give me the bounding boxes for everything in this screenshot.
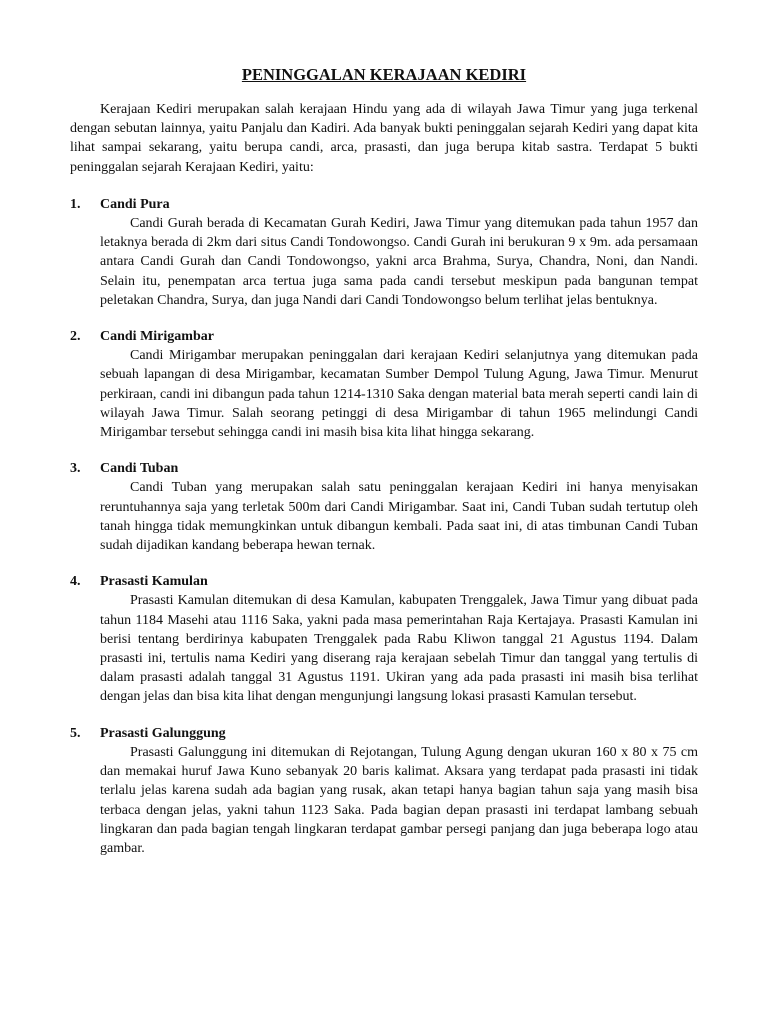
section-title: Prasasti Kamulan <box>100 574 208 590</box>
section-prasasti-galunggung <box>70 724 698 858</box>
section-number: 5. <box>70 725 81 741</box>
section-heading <box>70 195 698 214</box>
section-heading <box>70 572 698 591</box>
section-number: 3. <box>70 461 81 477</box>
section-body: Candi Gurah berada di Kecamatan Gurah Kediri, Jawa Timur yang ditemukan pada tahun 1957 dan letaknya berada di 2km dari situs Candi Tondowongso. Candi Gurah ini berukuran 9 x 9m. ada persamaan antara Candi Gurah dan Candi Tondowongso, yakni arca Brahma, Surya, Chandra, Noni, dan Nandi. Selain itu, penempatan arca tertua juga sama pada candi tersebut meskipun pada bangunan tempat peletakan Chandra, Surya, dan juga Nandi dari Candi Tondowongso belum terlihat jelas bentuknya. <box>100 216 698 308</box>
section-body: Prasasti Galunggung ini ditemukan di Rejotangan, Tulung Agung dengan ukuran 160 x 80 x 75 cm dan memakai huruf Jawa Kuno sebanyak 20 baris kalimat. Aksara yang terdapat pada prasasti ini tidak terlalu jelas karena sudah ada bagian yang rusak, akan tetapi hanya bagian tahun saja yang masih bisa terbaca dengan jelas, yakni tahun 1123 Saka. Pada bagian depan prasasti ini terdapat lambang sebuah lingkaran dan pada bagian tengah lingkaran terdapat gambar persegi panjang dan juga beberapa logo atau gambar. <box>100 744 698 856</box>
intro-paragraph: Kerajaan Kediri merupakan salah kerajaan Hindu yang ada di wilayah Jawa Timur yang juga terkenal dengan sebutan lainnya, yaitu Panjalu dan Kadiri. Ada banyak bukti peninggalan sejarah Kediri yang dapat kita lihat sampai sekarang, yaitu berupa candi, arca, prasasti, dan juga berupa kitab sastra. Terdapat 5 bukti peninggalan sejarah Kerajaan Kediri, yaitu: <box>70 102 698 175</box>
section-title: Candi Mirigambar <box>100 329 214 345</box>
section-body: Prasasti Kamulan ditemukan di desa Kamulan, kabupaten Trenggalek, Jawa Timur yang dibuat pada tahun 1184 Masehi atau 1116 Saka, yakni pada masa pemerintahan Raja Kertajaya. Prasasti Kamulan ini berisi tentang berdirinya kabupaten Trenggalek pada Rabu Kliwon tanggal 21 Agustus 1194. Dalam prasasti ini, tertulis nama Kediri yang diserang raja kerajaan sebelah Timur dan tanggal yang tertulis di dalam prasasti adalah tanggal 31 Agustus 1191. Ukiran yang ada pada prasasti ini masih bisa terlihat dengan jelas dan bisa kita lihat dengan mengunjungi langsung lokasi prasasti Kamulan tersebut. <box>100 593 698 705</box>
section-heading <box>70 459 698 478</box>
section-candi-tuban <box>70 459 698 555</box>
section-candi-pura <box>70 195 698 310</box>
section-heading <box>70 327 698 346</box>
document-title: PENINGGALAN KERAJAAN KEDIRI <box>241 65 527 84</box>
section-title: Candi Tuban <box>100 461 179 477</box>
section-candi-mirigambar <box>70 327 698 442</box>
section-number: 2. <box>70 329 81 345</box>
section-prasasti-kamulan <box>70 572 698 706</box>
section-number: 1. <box>70 196 81 212</box>
section-number: 4. <box>70 574 81 590</box>
section-body: Candi Mirigambar merupakan peninggalan dari kerajaan Kediri selanjutnya yang ditemukan pada sebuah lapangan di desa Mirigambar, kecamatan Sumber Dempol Tulung Agung, Jawa Timur. Menurut perkiraan, candi ini dibangun pada tahun 1214-1310 Saka dengan material bata merah seperti candi lain di wilayah Jawa Timur. Salah seorang petinggi di desa Mirigambar di tahun 1965 melindungi Candi Mirigambar tersebut sehingga candi ini masih bisa kita lihat hingga sekarang. <box>100 348 698 441</box>
section-title: Candi Pura <box>100 196 170 212</box>
section-title: Prasasti Galunggung <box>100 725 226 741</box>
section-body: Candi Tuban yang merupakan salah satu peninggalan kerajaan Kediri ini hanya menyisakan reruntuhannya saja yang terletak 500m dari Candi Mirigambar. Saat ini, Candi Tuban sudah tertutup oleh tanah hingga tidak memungkinkan untuk dibangun kembali. Pada saat ini, di atas timbunan Candi Tuban sudah dijadikan kandang beberapa hewan ternak. <box>100 480 698 554</box>
section-heading <box>70 724 698 743</box>
